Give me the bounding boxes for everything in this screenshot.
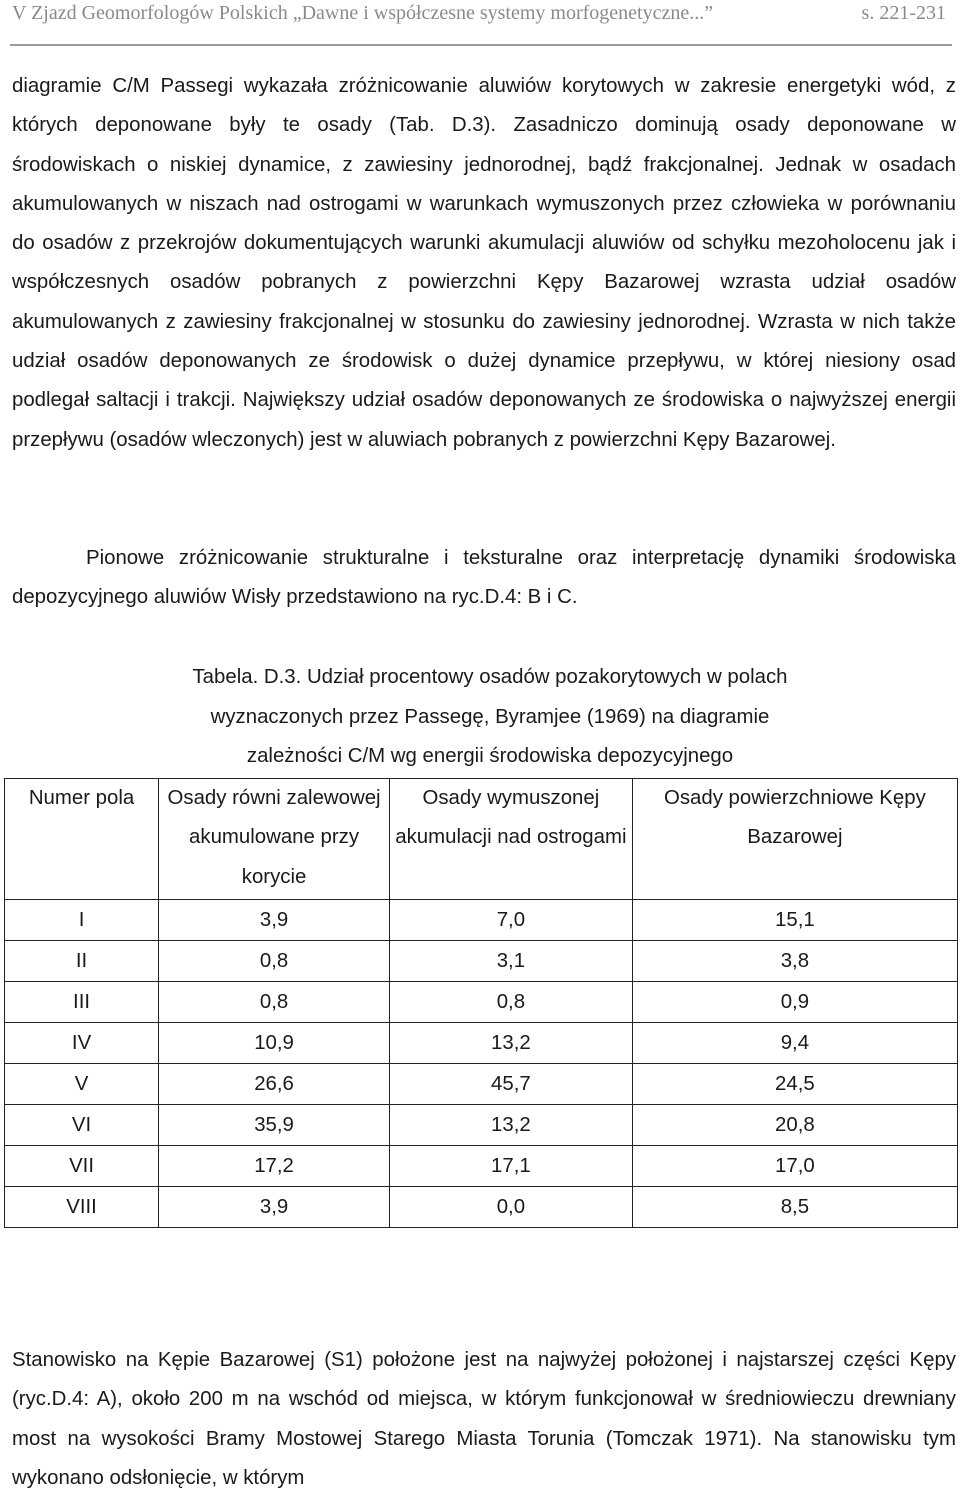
header-floodplain: Osady równi zalewowej akumulowane przy korycie xyxy=(159,779,390,900)
cell-field: III xyxy=(5,981,159,1022)
table-row xyxy=(5,1145,958,1186)
table-caption xyxy=(120,658,860,777)
cell-field: II xyxy=(5,940,159,981)
header-title: V Zjazd Geomorfologów Polskich „Dawne i współczesne systemy morfogenetyczne...” xyxy=(12,2,714,24)
cell-value: 17,0 xyxy=(632,1145,957,1186)
cell-value: 9,4 xyxy=(632,1022,957,1063)
data-table xyxy=(4,778,958,1228)
cell-value: 24,5 xyxy=(632,1063,957,1104)
cell-value: 17,1 xyxy=(390,1145,633,1186)
cell-value: 17,2 xyxy=(159,1145,390,1186)
cell-value: 45,7 xyxy=(390,1063,633,1104)
cell-value: 3,9 xyxy=(159,899,390,940)
header-field-number: Numer pola xyxy=(5,779,159,900)
table-row xyxy=(5,981,958,1022)
cell-field: IV xyxy=(5,1022,159,1063)
body-paragraph-1: diagramie C/M Passegi wykazała zróżnicowanie aluwiów korytowych w zakresie energetyki wód, z których deponowane były te osady (Tab. D.3). Zasadniczo dominują osady deponowane w środowiskach o niskiej dynamice, z zawiesiny jednorodnej, bądź frakcjonalnej. Jednak w osadach akumulowanych w niszach nad ostrogami w warunkach wymuszonych przez człowieka w porównaniu do osadów z przekrojów dokumentujących warunki akumulacji aluwiów od schyłku mezoholocenu jak i współczesnych osadów pobranych z powierzchni Kępy Bazarowej wzrasta udział osadów akumulowanych z zawiesiny frakcjonalnej w stosunku do zawiesiny jednorodnej. Wzrasta w nich także udział osadów deponowanych ze środowisk o dużej dynamice przepływu, w której niesiony osad podlegał saltacji i trakcji. Największy udział osadów deponowanych ze środowiska o najwyższej energii przepływu (osadów wleczonych) jest w aluwiach pobranych z powierzchni Kępy Bazarowej. xyxy=(12,75,956,451)
cell-value: 0,8 xyxy=(390,981,633,1022)
table-row xyxy=(5,899,958,940)
cell-value: 26,6 xyxy=(159,1063,390,1104)
cell-value: 15,1 xyxy=(632,899,957,940)
body-paragraph-2: Pionowe zróżnicowanie strukturalne i teksturalne oraz interpretację dynamiki środowiska depozycyjnego aluwiów Wisły przedstawiono na ryc.D.4: B i C. xyxy=(12,547,956,609)
cell-value: 0,8 xyxy=(159,940,390,981)
cell-value: 3,9 xyxy=(159,1186,390,1227)
cell-field: VII xyxy=(5,1145,159,1186)
cell-field: I xyxy=(5,899,159,940)
cell-value: 13,2 xyxy=(390,1022,633,1063)
table-row xyxy=(5,940,958,981)
table-row xyxy=(5,1104,958,1145)
body-paragraph-3: Stanowisko na Kępie Bazarowej (S1) położone jest na najwyżej położonej i najstarszej części Kępy (ryc.D.4: A), około 200 m na wschód od miejsca, w którym funkcjonował w średniowieczu drewniany most na wysokości Bramy Mostowej Starego Miasta Torunia (Tomczak 1971). Na stanowisku tym wykonano odsłonięcie, w którym xyxy=(12,1349,956,1489)
cell-value: 0,9 xyxy=(632,981,957,1022)
cell-value: 3,8 xyxy=(632,940,957,981)
running-header xyxy=(0,0,960,44)
header-forced-accumulation: Osady wymuszonej akumulacji nad ostrogami xyxy=(390,779,633,900)
cell-value: 35,9 xyxy=(159,1104,390,1145)
header-surface: Osady powierzchniowe Kępy Bazarowej xyxy=(632,779,957,900)
cell-field: VI xyxy=(5,1104,159,1145)
table-header-row xyxy=(5,779,958,900)
cell-value: 7,0 xyxy=(390,899,633,940)
header-divider xyxy=(10,44,952,46)
cell-field: VIII xyxy=(5,1186,159,1227)
cell-value: 0,8 xyxy=(159,981,390,1022)
table-caption-line-2: wyznaczonych przez Passegę, Byramjee (1969) na diagramie xyxy=(210,705,770,728)
table-row xyxy=(5,1063,958,1104)
table-caption-line-3: zależności C/M wg energii środowiska depozycyjnego xyxy=(246,745,734,768)
table-row xyxy=(5,1186,958,1227)
cell-value: 20,8 xyxy=(632,1104,957,1145)
cell-value: 8,5 xyxy=(632,1186,957,1227)
cell-value: 0,0 xyxy=(390,1186,633,1227)
table-row xyxy=(5,1022,958,1063)
table-caption-line-1: Tabela. D.3. Udział procentowy osadów pozakorytowych w polach xyxy=(192,666,788,688)
header-pages: s. 221-231 xyxy=(861,2,946,24)
cell-value: 13,2 xyxy=(390,1104,633,1145)
cell-value: 3,1 xyxy=(390,940,633,981)
cell-value: 10,9 xyxy=(159,1022,390,1063)
cell-field: V xyxy=(5,1063,159,1104)
